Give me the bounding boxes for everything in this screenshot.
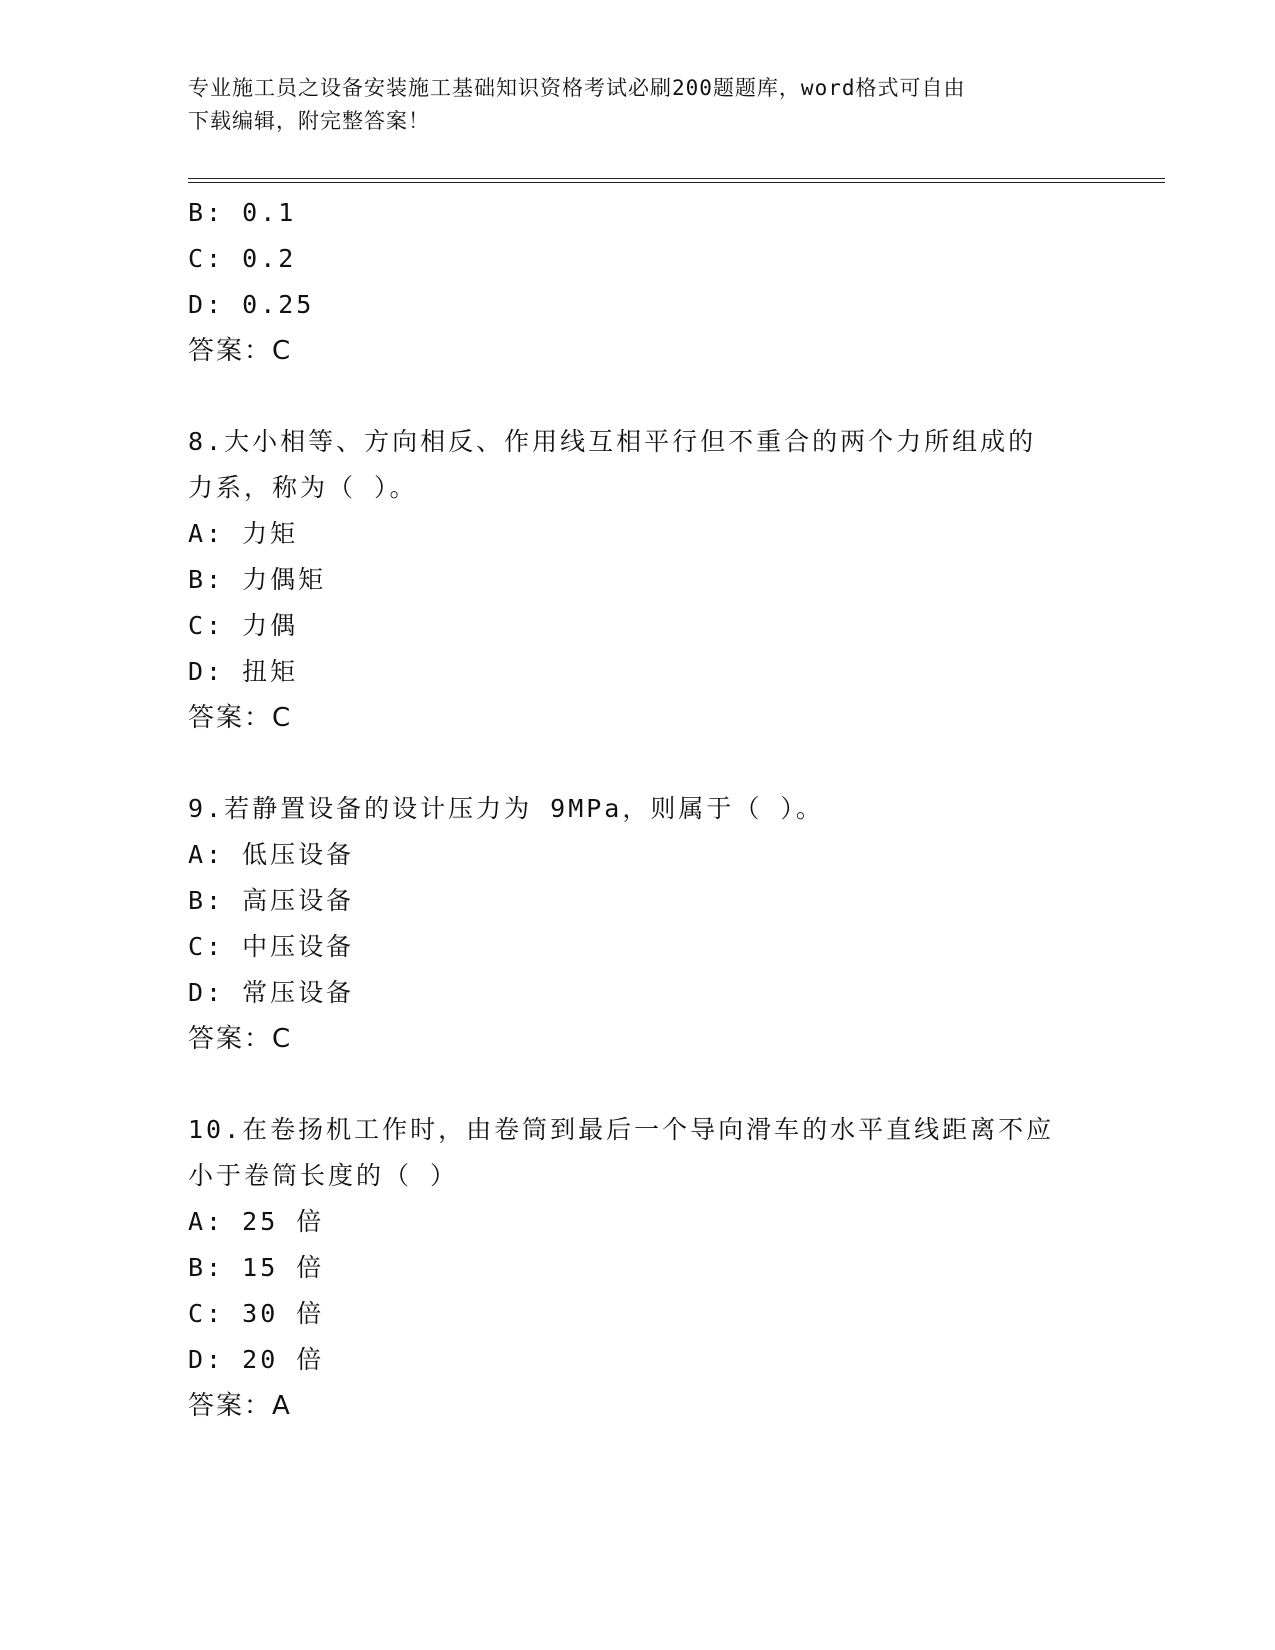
question-stem: 力系，称为（ ）。 xyxy=(188,473,418,502)
answer: 答案：C xyxy=(188,1024,293,1054)
option-b: B: 力偶矩 xyxy=(188,565,327,594)
option-d: D: 常压设备 xyxy=(188,978,355,1007)
option-a: A: 25 倍 xyxy=(188,1207,325,1236)
question-stem: 9.若静置设备的设计压力为 9MPa，则属于（ ）。 xyxy=(188,794,824,823)
question-10 xyxy=(188,1107,1148,1429)
question-stem: 10.在卷扬机工作时，由卷筒到最后一个导向滑车的水平直线距离不应 xyxy=(188,1115,1055,1144)
option-d: D: 扭矩 xyxy=(188,657,299,686)
question-stem: 小于卷筒长度的（ ） xyxy=(188,1161,459,1190)
option-c: C: 0.2 xyxy=(188,244,297,273)
option-c: C: 力偶 xyxy=(188,611,299,640)
continued-question xyxy=(188,190,1148,374)
option-a: A: 低压设备 xyxy=(188,840,355,869)
header-divider-top xyxy=(188,178,1165,179)
option-c: C: 30 倍 xyxy=(188,1299,325,1328)
option-a: A: 力矩 xyxy=(188,519,299,548)
question-8 xyxy=(188,419,1148,741)
question-9 xyxy=(188,786,1148,1062)
document-header xyxy=(188,72,1088,138)
answer: 答案：A xyxy=(188,1391,292,1421)
answer: 答案：C xyxy=(188,703,293,733)
header-divider-bottom xyxy=(188,182,1165,183)
option-d: D: 20 倍 xyxy=(188,1345,325,1374)
option-c: C: 中压设备 xyxy=(188,932,355,961)
option-b: B: 15 倍 xyxy=(188,1253,325,1282)
option-b: B: 0.1 xyxy=(188,198,297,227)
option-d: D: 0.25 xyxy=(188,290,315,319)
question-stem: 8.大小相等、方向相反、作用线互相平行但不重合的两个力所组成的 xyxy=(188,427,1037,456)
header-line-2: 下载编辑，附完整答案！ xyxy=(188,109,430,133)
option-b: B: 高压设备 xyxy=(188,886,355,915)
question-list xyxy=(188,190,1148,1429)
answer: 答案：C xyxy=(188,336,293,366)
header-line-1: 专业施工员之设备安装施工基础知识资格考试必刷200题题库，word格式可自由 xyxy=(188,76,966,100)
